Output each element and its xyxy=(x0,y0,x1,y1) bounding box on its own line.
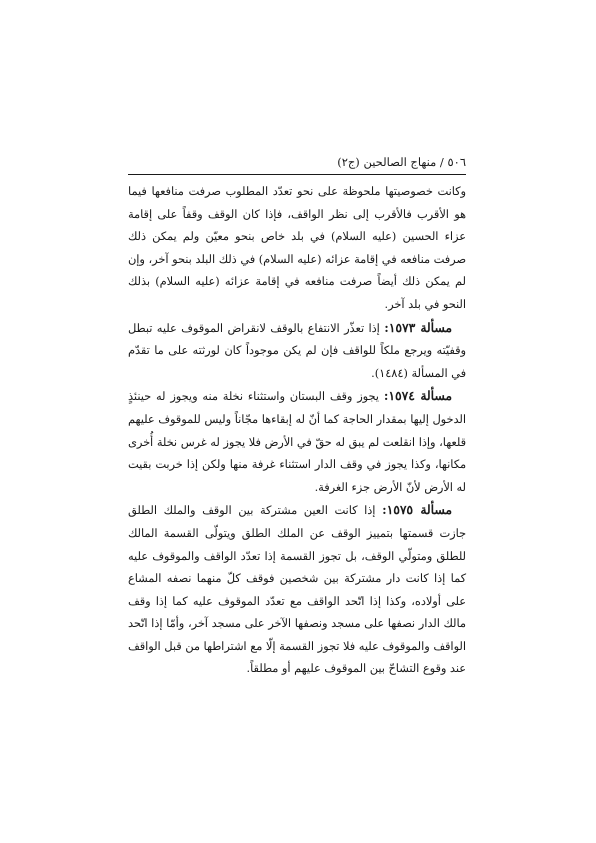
mas-label-1575: مسألة ١٥٧٥: xyxy=(382,502,452,518)
paragraph-continuation xyxy=(128,181,466,317)
mas-label-1574: مسألة ١٥٧٤: xyxy=(383,388,452,404)
paragraph-mas-1575 xyxy=(128,499,466,681)
paragraph-mas-1574 xyxy=(128,385,466,499)
header-divider xyxy=(128,174,466,175)
mas-label-1573: مسألة ١٥٧٣: xyxy=(384,319,452,335)
paragraph-text: يجوز وقف البستان واستثناء نخلة منه ويجوز له حينئذٍ الدخول إليها بمقدار الحاجة كما أنّ له إبقاءها مجّاناً وليس للموقوف عليهم قلعها، وإذا انقلعت لم يبق له حقّ في الأرض فلا يجوز له غرس نخلة أُخرى مكانها، وكذا يجوز في وقف الدار استثناء غرفة منها ولكن إذا خربت بقيت له الأرض لأنّ الأرض جزء الغرفة. xyxy=(128,390,466,494)
paragraph-mas-1573 xyxy=(128,317,466,386)
paragraph-text: إذا كانت العين مشتركة بين الوقف والملك الطلق جازت قسمتها بتمييز الوقف عن الملك الطلق ويتولّى القسمة المالك للطلق ومتولّي الوقف، بل تجوز القسمة إذا تعدّد الواقف والموقوف عليه كما إذا كانت دار مشتركة بين شخصين فوقف كلّ منهما نصفه المشاع على أولاده، وكذا إذا اتّحد الواقف مع تعدّد الموقوف عليه كما إذا وقف مالك الدار نصفها على مسجد ونصفها الآخر على مسجد آخر، وأمّا إذا اتّحد الواقف والموقوف عليه فلا تجوز القسمة إلّا مع اشتراطها من قبل الواقف عند وقوع التشاحّ بين الموقوف عليهم أو مطلقاً. xyxy=(128,504,466,676)
running-header: ٥٠٦ / منهاج الصالحين (ج٢) xyxy=(337,155,466,169)
paragraph-text: وكانت خصوصيتها ملحوظة على نحو تعدّد المطلوب صرفت منافعها فيما هو الأقرب فالأقرب إلى نظر الواقف، فإذا كان الوقف وقفاً على إقامة عزاء الحسين (عليه السلام) في بلد خاص بنحو معيّن ولم يمكن ذلك صرفت منافعه في إقامة عزائه (عليه السلام) في ذلك البلد بنحو آخر، وإن لم يمكن ذلك أيضاً صرفت منافعه في إقامة عزائه (عليه السلام) بذلك النحو في بلد آخر. xyxy=(128,185,466,311)
paragraph-text: إذا تعذّر الانتفاع بالوقف لانقراض الموقوف عليه تبطل وقفيّته ويرجع ملكاً للواقف فإن لم يكن موجوداً كان لورثته على ما تقدّم في المسألة (١٤٨٤). xyxy=(128,321,466,380)
page-body xyxy=(128,181,466,681)
